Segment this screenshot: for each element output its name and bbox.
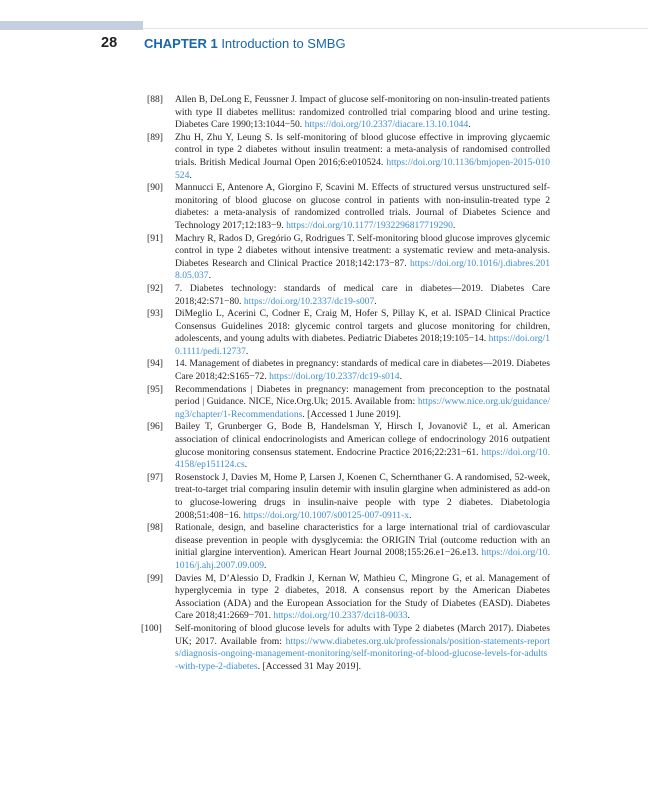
reference-doi-link[interactable]: https://doi.org/10.1007/s00125-007-0911-x: [243, 509, 410, 521]
reference-suffix: .: [374, 295, 377, 307]
reference-list: [141, 94, 550, 673]
reference-item: [144, 283, 550, 308]
chapter-label: CHAPTER 1: [144, 35, 218, 51]
reference-text: Self-monitoring of blood glucose levels for adults with Type 2 diabetes (March 2017). Diabetes UK; 2017. Available from:: [175, 622, 550, 647]
reference-suffix: .: [452, 219, 456, 231]
reference-suffix: . [Accessed 1 June 2019].: [302, 408, 401, 420]
page-number: 28: [101, 35, 118, 51]
chapter-heading: [144, 36, 346, 51]
reference-doi-link[interactable]: https://doi.org/10.4158/ep151124.cs: [175, 446, 550, 471]
reference-number: [88]: [147, 94, 163, 105]
reference-doi-link[interactable]: https://doi.org/10.1136/bmjopen-2015-010524: [175, 156, 550, 181]
reference-suffix: .: [208, 270, 211, 282]
chapter-title: Introduction to SMBG: [221, 35, 346, 51]
reference-text: 14. Management of diabetes in pregnancy: standards of medical care in diabetes—2019. Diabetes Care 2018;42:S165−72.: [175, 358, 550, 383]
reference-doi-link[interactable]: https://doi.org/10.1111/pedi.12737: [175, 333, 550, 357]
reference-text: 7. Diabetes technology: standards of medical care in diabetes—2019. Diabetes Care 2018;42:S71−80.: [175, 282, 550, 307]
reference-doi-link[interactable]: https://doi.org/10.2337/dc19-s014: [269, 371, 400, 383]
reference-number: [96]: [147, 421, 163, 433]
reference-suffix: .: [468, 119, 471, 131]
reference-doi-link[interactable]: https://doi.org/10.1016/j.diabres.2018.05.037: [175, 257, 550, 282]
reference-item: [144, 573, 550, 623]
reference-item: [144, 384, 550, 422]
reference-suffix: . [Accessed 31 May 2019].: [257, 660, 361, 672]
reference-suffix: .: [264, 559, 267, 571]
reference-number: [93]: [147, 308, 163, 320]
reference-item: [144, 472, 550, 522]
reference-number: [100]: [141, 622, 162, 634]
reference-doi-link[interactable]: https://doi.org/10.2337/dc19-s007: [243, 295, 375, 307]
reference-item: [141, 622, 550, 673]
reference-item: [144, 132, 550, 182]
reference-number: [90]: [147, 182, 163, 194]
reference-text: Bailey T, Grunberger G, Bode B, Handelsman Y, Hirsch I, Jovanovič L, et al. American association of clinical endocrinologists and American college of endocrinology 2016 outpatient glucose monitoring consensus statement. Endocrine Practice 2016;22:231−61.: [175, 421, 550, 458]
running-header: [0, 34, 648, 54]
reference-suffix: .: [189, 169, 192, 181]
reference-suffix: .: [399, 371, 402, 383]
reference-text: Rosenstock J, Davies M, Home P, Larsen J, Koenen C, Schernthaner G. A randomised, 52-week, treat-to-target trial comparing insulin detemir with insulin glargine when administered as add-on to glucose-lowering drugs in insulin-naive people with type 2 diabetes. Diabetologia 2008;51:408−16.: [175, 471, 550, 521]
reference-text: Machry R, Rados D, Gregório G, Rodrigues T. Self-monitoring blood glucose improves glycemic control in type 2 diabetes without intensive treatment: a systematic review and meta-analysis. Diabetes Research and Clinical Practice 2018;142:173−87.: [175, 232, 550, 269]
reference-item: [144, 94, 550, 132]
reference-suffix: .: [245, 345, 249, 357]
reference-number: [98]: [147, 522, 163, 534]
reference-number: [97]: [147, 471, 163, 483]
reference-text: Rationale, design, and baseline characteristics for a large international trial of cardiovascular disease prevention in people with dysglycemia: the ORIGIN Trial (outcome reduction with an initial glargine intervention). American Heart Journal 2008;155:26.e1−26.e13.: [175, 522, 550, 559]
reference-number: [91]: [147, 232, 163, 244]
reference-number: [92]: [147, 282, 163, 294]
reference-suffix: .: [409, 509, 412, 521]
reference-number: [89]: [147, 131, 163, 143]
reference-text: Recommendations | Diabetes in pregnancy: management from preconception to the postnatal period | Guidance. NICE, Nice.Org.Uk; 2015. Available from:: [175, 383, 550, 408]
reference-item: [144, 421, 550, 471]
reference-text: Zhu H, Zhu Y, Leung S. Is self-monitoring of blood glucose effective in improving glycaemic control in type 2 diabetes without insulin treatment: a meta-analysis of randomised controlled trials. British Medical Journal Open 2016;6:e010524.: [175, 131, 550, 168]
reference-doi-link[interactable]: https://www.diabetes.org.uk/professionals/position-statements-reports/diagnosis-ongoing-management-monitoring/self-monitoring-of-blood-glucose-levels-for-adults-with-type-2-diabetes: [175, 635, 550, 672]
reference-number: [99]: [147, 572, 163, 584]
reference-item: [144, 308, 550, 358]
reference-number: [95]: [147, 383, 163, 395]
reference-text: Mannucci E, Antenore A, Giorgino F, Scavini M. Effects of structured versus unstructured self-monitoring of blood glucose on glucose control in patients with non-insulin-treated type 2 diabetes: a meta-analysis of randomized controlled trials. Journal of Diabetes Science and Technology 2017;12:183−9.: [175, 182, 550, 231]
reference-number: [94]: [147, 358, 163, 370]
reference-item: [144, 522, 550, 572]
reference-doi-link[interactable]: https://doi.org/10.2337/diacare.13.10.1044: [304, 119, 469, 131]
reference-text: DiMeglio L, Acerini C, Codner E, Craig M, Hofer S, Pillay K, et al. ISPAD Clinical Practice Consensus Guidelines 2018: glycemic control targets and glucose monitoring for children, adolescents, and young adults with diabetes. Pediatric Diabetes 2018;19:105−14.: [175, 308, 550, 345]
reference-item: [144, 233, 550, 283]
reference-doi-link[interactable]: https://doi.org/10.1177/1932296817719290: [286, 219, 453, 231]
reference-item: [144, 182, 550, 232]
header-color-band: [0, 21, 143, 30]
reference-doi-link[interactable]: https://doi.org/10.2337/dci18-0033: [273, 610, 408, 622]
reference-doi-link[interactable]: https://www.nice.org.uk/guidance/ng3/chapter/1-Recommendations: [175, 396, 550, 420]
reference-text: Davies M, D’Alessio D, Fradkin J, Kernan W, Mathieu C, Mingrone G, et al. Management of hyperglycemia in type 2 diabetes, 2018. A consensus report by the American Diabetes Association (ADA) and the European Association for the Study of Diabetes (EASD). Diabetes Care 2018;41:2669−701.: [175, 572, 550, 622]
reference-suffix: .: [407, 610, 410, 622]
reference-text: Allen B, DeLong E, Feussner J. Impact of glucose self-monitoring on non-insulin-treated patients with type II diabetes mellitus: randomized controlled trial comparing blood and urine testing. Diabetes Care 1990;13:1044−50.: [175, 94, 550, 131]
reference-suffix: .: [244, 459, 248, 471]
reference-doi-link[interactable]: https://doi.org/10.1016/j.ahj.2007.09.009: [175, 547, 550, 571]
header-rule: [143, 28, 648, 29]
reference-item: [144, 358, 550, 383]
